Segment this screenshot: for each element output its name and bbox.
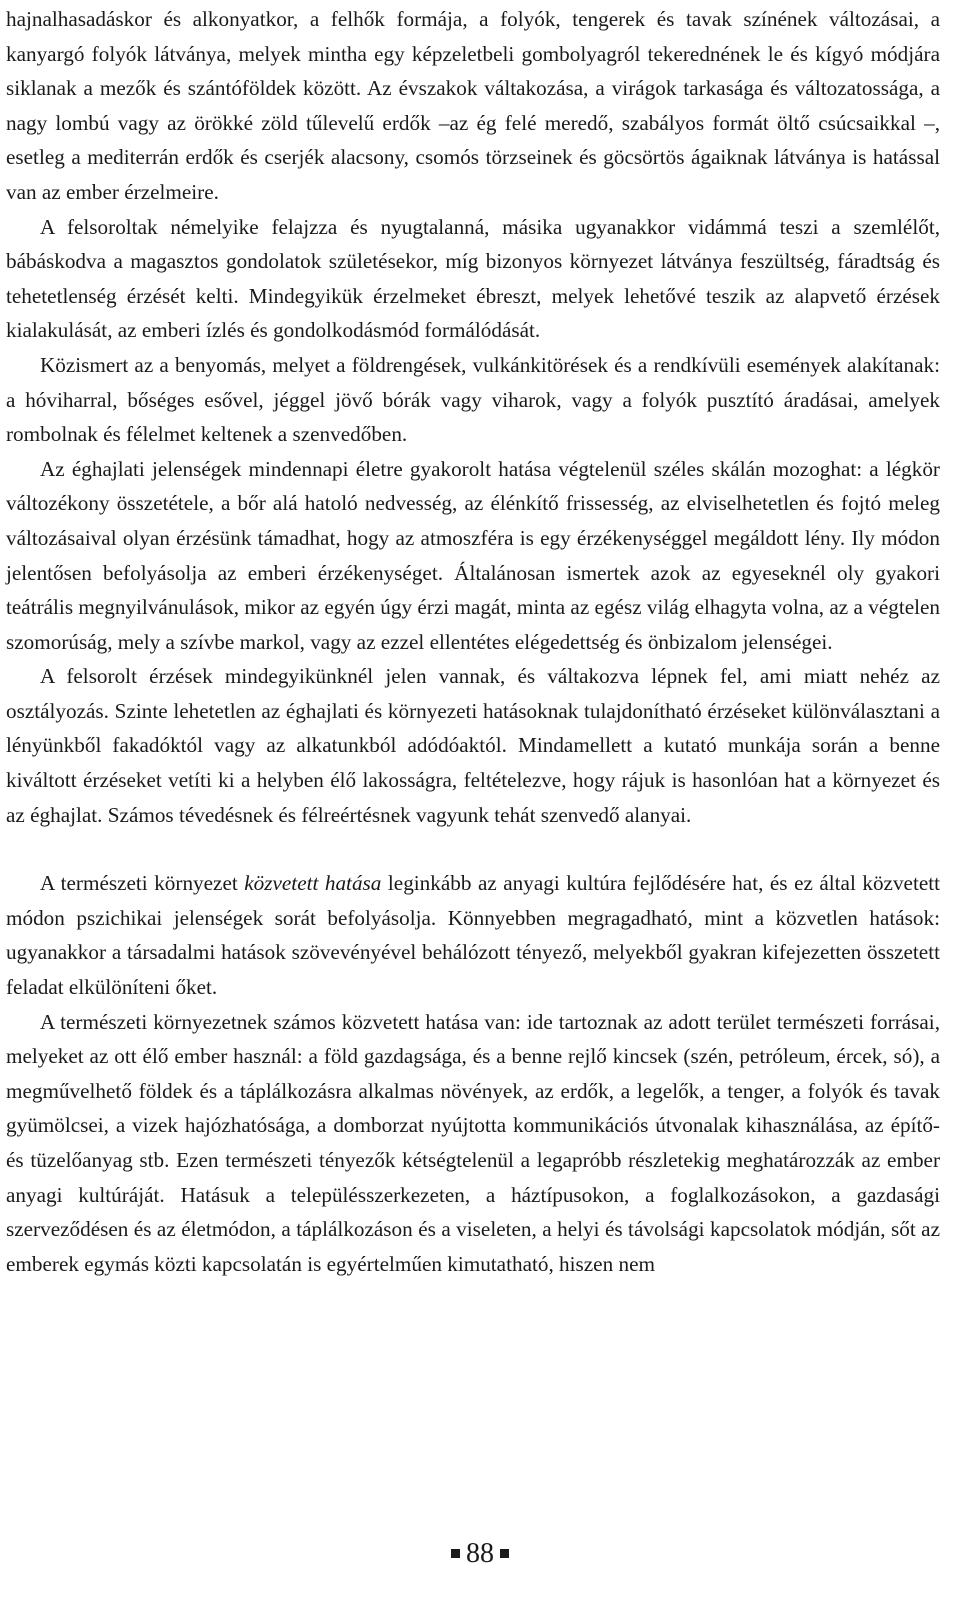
italic-term: közvetett hatása (244, 871, 382, 896)
paragraph: A felsoroltak némelyike felajzza és nyugtalanná, másika ugyanakkor vidámmá teszi a szemlélőt, bábáskodva a magasztos gondolatok születésekor, míg bizonyos környezet látványa feszültség, fáradtság és tehetetlenség érzését kelti. Mindegyikük érzelmeket ébreszt, melyek lehetővé teszik az alapvető érzések kialakulását, az emberi ízlés és gondolkodásmód formálódását. (6, 214, 940, 343)
page-number-footer (0, 1536, 960, 1572)
text-run: leginkább az anyagi kultúra fejlődésére hat, és ez által közvetett módon pszichikai jelenségek sorát befolyásolja. Könnyebben megragadható, mint a közvetlen hatások: ugyanakkor a társadalmi hatások szövevényével behálózott tényező, melyekből gyakran kifejezetten összetett feladat elkülöníteni őket. (6, 871, 941, 1000)
paragraph-indirect-effect (6, 866, 940, 1004)
paragraph: A természeti környezetnek számos közvetett hatása van: ide tartoznak az adott terület természeti forrásai, melyeket az ott élő ember használ: a föld gazdagsága, és a benne rejlő kincsek (szén, petróleum, ércek, só), a megművelhető földek és a táplálkozásra alkalmas növények, az erdők, a legelők, a tenger, a folyók és tavak gyümölcsei, a vizek hajózhatósága, a domborzat nyújtotta kommunikációs útvonalak kihasználása, az építő- és tüzelőanyag stb. Ezen természeti tényezők kétségtelenül a legapróbb részletekig meghatározzák az ember anyagi kultúráját. Hatásuk a településszerkezeten, a háztípusokon, a foglalkozásokon, a gazdasági szerveződésen és az életmódon, a táplálkozáson és a viseleten, a helyi és távolsági kapcsolatok módján, sőt az emberek egymás közti kapcsolatán is egyértelműen kimutatható, hiszen nem (6, 1009, 940, 1276)
paragraph: Az éghajlati jelenségek mindennapi életre gyakorolt hatása végtelenül széles skálán mozoghat: a légkör változékony összetétele, a bőr alá hatoló nedvesség, az élénkítő frissesség, az elviselhetetlen és fojtó meleg változásaival olyan érzésünk támadhat, hogy az atmoszféra is egy érzékenységgel megáldott lény. Ily módon jelentősen befolyásolja az emberi érzékenységet. Általánosan ismertek azok az egyeseknél oly gyakori teátrális megnyilvánulások, mikor az egyén úgy érzi magát, minta az egész világ elhagyta volna, az a végtelen szomorúság, mely a szívbe markol, vagy az ezzel ellentétes elégedettség és önbizalom jelenségei. (6, 456, 940, 654)
paragraph: Közismert az a benyomás, melyet a földrengések, vulkánkitörések és a rendkívüli események alakítanak: a hóviharral, bőséges esővel, jéggel jövő bórák vagy viharok, vagy a folyók pusztító áradásai, amelyek rombolnak és félelmet keltenek a szenvedőben. (6, 352, 940, 447)
paragraph: A felsorolt érzések mindegyikünknél jelen vannak, és váltakozva lépnek fel, ami miatt nehéz az osztályozás. Szinte lehetetlen az éghajlati és környezeti hatásoknak tulajdonítható érzéseket különválasztani a lényünkből fakadóktól vagy az alkatunkból adódóaktól. Mindamellett a kutató munkája során a benne kiváltott érzéseket vetíti ki a helyben élő lakosságra, feltételezve, hogy rájuk is hasonlóan hat a környezet és az éghajlat. Számos tévedésnek és félreértésnek vagyunk tehát szenvedő alanyai. (6, 664, 940, 827)
text-run: A természeti környezet (40, 871, 245, 896)
paragraph-continued: hajnalhasadáskor és alkonyatkor, a felhők formája, a folyók, tengerek és tavak színének változásai, a kanyargó folyók látványa, melyek mintha egy képzeletbeli gombolyagról tekerednének le és kígyó módjára siklanak a mezők és szántóföldek között. Az évszakok váltakozása, a virágok tarkasága és változatossága, a nagy lombú vagy az örökké zöld tűlevelű erdők –az ég felé meredő, szabályos formát öltő csúcsaikkal –, esetleg a mediterrán erdők és cserjék alacsony, csomós törzseinek és göcsörtös ágaiknak látványa is hatással van az ember érzelmeire. (6, 7, 940, 204)
square-bullet-icon (451, 1549, 460, 1558)
section-gap (6, 832, 940, 866)
page-number: 88 (466, 1538, 494, 1569)
square-bullet-icon (500, 1549, 509, 1558)
page-body (6, 2, 940, 1281)
